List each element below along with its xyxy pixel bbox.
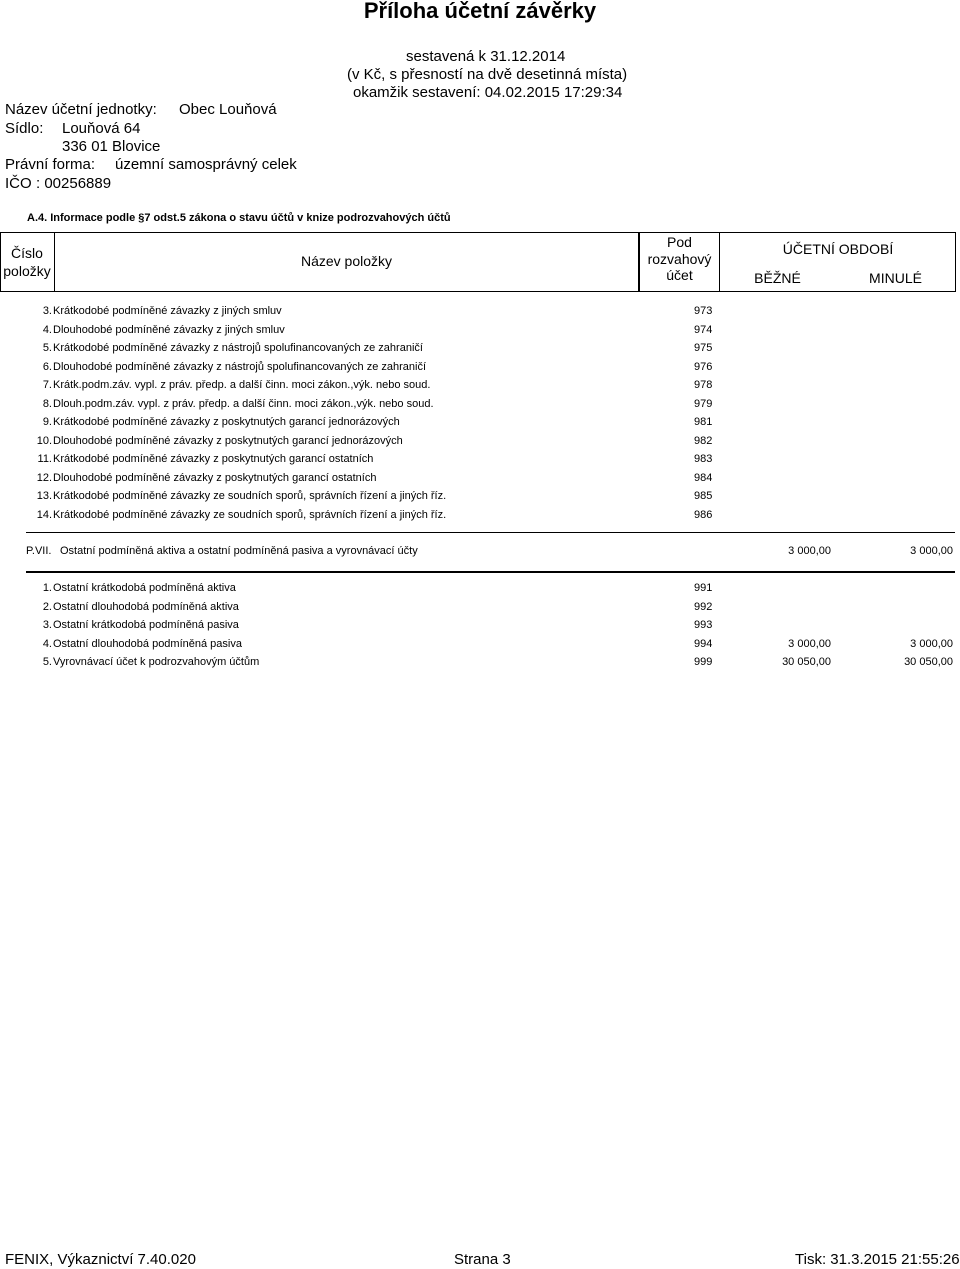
row-account: 973 <box>694 305 713 317</box>
row-number: 12. <box>36 471 52 484</box>
row-name: Dlouhodobé podmíněné závazky z nástrojů spolufinancovaných ze zahraničí <box>53 360 427 373</box>
header-pod-line1: Pod <box>667 234 692 250</box>
row-name: Krátk.podm.záv. vypl. z práv. předp. a další činn. moci zákon.,výk. nebo soud. <box>53 379 431 391</box>
row-name: Krátkodobé podmíněné závazky ze soudních sporů, správních řízení a jiných říz. <box>53 490 447 502</box>
table-row <box>0 509 960 527</box>
row-account: 992 <box>694 600 713 613</box>
divider <box>26 571 955 573</box>
entity-seat-label: Sídlo: <box>5 120 44 137</box>
table-row <box>0 601 960 619</box>
entity-ico-value: : 00256889 <box>36 175 112 192</box>
row-number: 3. <box>42 619 52 631</box>
row-account: 974 <box>694 323 713 336</box>
compilation-moment: okamžik sestavení: 04.02.2015 17:29:34 <box>353 84 623 101</box>
table-row <box>0 361 960 379</box>
row-account: 999 <box>694 656 713 668</box>
summary-row <box>0 545 960 563</box>
row-previous: 3 000,00 <box>910 637 953 650</box>
header-pod-line3: účet <box>666 267 693 283</box>
table-row <box>0 416 960 434</box>
row-number: 4. <box>42 637 52 650</box>
row-name: Ostatní dlouhodobá podmíněná aktiva <box>53 600 239 613</box>
row-name: Ostatní dlouhodobá podmíněná pasiva <box>53 637 242 650</box>
row-account: 985 <box>694 490 713 502</box>
row-account: 979 <box>694 397 713 410</box>
row-account: 991 <box>694 582 713 594</box>
row-number: 3. <box>42 305 52 317</box>
summary-label: P.VII. <box>26 545 52 557</box>
header-obdobi: ÚČETNÍ OBDOBÍ <box>782 241 894 257</box>
header-pod-line2: rozvahový <box>647 251 712 267</box>
row-account: 983 <box>694 453 713 465</box>
summary-current: 3 000,00 <box>788 545 831 557</box>
table-row <box>0 582 960 600</box>
summary-name: Ostatní podmíněná aktiva a ostatní podmíněná pasiva a vyrovnávací účty <box>60 545 418 557</box>
compiled-date: sestavená k 31.12.2014 <box>406 48 566 65</box>
entity-ico-label: IČO <box>5 175 32 192</box>
header-cislo-line2: položky <box>3 263 51 279</box>
table-row <box>0 398 960 416</box>
table-row <box>0 472 960 490</box>
row-number: 6. <box>42 360 52 373</box>
table-row <box>0 379 960 397</box>
row-previous: 30 050,00 <box>904 656 953 668</box>
row-name: Krátkodobé podmíněné závazky z poskytnutých garancí ostatních <box>53 453 374 465</box>
units-note: (v Kč, s přesností na dvě desetinná místa) <box>347 66 628 83</box>
entity-seat-line2: 336 01 Blovice <box>62 138 161 155</box>
divider <box>26 532 955 533</box>
row-account: 994 <box>694 637 713 650</box>
entity-seat-line1: Louňová 64 <box>62 120 141 137</box>
row-name: Krátkodobé podmíněné závazky z jiných smluv <box>53 305 282 317</box>
row-account: 981 <box>694 416 713 428</box>
table-row <box>0 435 960 453</box>
document-title: Příloha účetní závěrky <box>363 0 597 23</box>
row-name: Krátkodobé podmíněné závazky z poskytnutých garancí jednorázových <box>53 416 400 428</box>
row-number: 13. <box>36 490 52 502</box>
header-nazev: Název položky <box>300 253 393 269</box>
summary-previous: 3 000,00 <box>910 545 953 557</box>
table-row <box>0 656 960 674</box>
row-account: 976 <box>694 360 713 373</box>
section-title: A.4. Informace podle §7 odst.5 zákona o stavu účtů v knize podrozvahových účtů <box>27 212 451 224</box>
entity-form-value: územní samosprávný celek <box>115 156 297 173</box>
row-current: 3 000,00 <box>788 637 831 650</box>
row-number: 5. <box>42 656 52 668</box>
row-current: 30 050,00 <box>782 656 831 668</box>
row-name: Vyrovnávací účet k podrozvahovým účtům <box>53 656 260 668</box>
footer-page: Strana 3 <box>454 1251 511 1268</box>
row-number: 7. <box>42 379 52 391</box>
table-row <box>0 619 960 637</box>
entity-name-label: Název účetní jednotky: <box>5 101 157 118</box>
entity-name-value: Obec Louňová <box>179 101 277 118</box>
row-name: Dlouhodobé podmíněné závazky z poskytnutých garancí ostatních <box>53 471 377 484</box>
row-number: 8. <box>42 397 52 410</box>
row-account: 975 <box>694 342 713 354</box>
header-cislo-line1: Číslo <box>11 245 43 261</box>
row-name: Dlouhodobé podmíněné závazky z jiných smluv <box>53 323 285 336</box>
footer-software: FENIX, Výkaznictví 7.40.020 <box>5 1251 196 1268</box>
row-name: Krátkodobé podmíněné závazky ze soudních sporů, správních řízení a jiných říz. <box>53 508 447 521</box>
row-number: 10. <box>36 434 52 447</box>
footer-print: Tisk: 31.3.2015 21:55:26 <box>795 1251 960 1268</box>
table-row <box>0 453 960 471</box>
entity-form-label: Právní forma: <box>5 156 96 173</box>
row-account: 993 <box>694 619 713 631</box>
row-number: 11. <box>37 453 52 465</box>
table-row <box>0 342 960 360</box>
row-number: 14. <box>36 508 52 521</box>
row-name: Ostatní krátkodobá podmíněná aktiva <box>53 582 236 594</box>
row-number: 5. <box>42 342 52 354</box>
header-minule: MINULÉ <box>869 270 922 286</box>
row-name: Ostatní krátkodobá podmíněná pasiva <box>53 619 239 631</box>
row-number: 2. <box>42 600 52 613</box>
row-name: Krátkodobé podmíněné závazky z nástrojů spolufinancovaných ze zahraničí <box>53 342 423 354</box>
row-number: 4. <box>42 323 52 336</box>
table-row <box>0 490 960 508</box>
row-account: 986 <box>694 508 713 521</box>
table-row <box>0 638 960 656</box>
table-row <box>0 324 960 342</box>
row-name: Dlouhodobé podmíněné závazky z poskytnutých garancí jednorázových <box>53 434 403 447</box>
row-account: 982 <box>694 434 713 447</box>
row-account: 984 <box>694 471 713 484</box>
table-row <box>0 305 960 323</box>
header-bezne: BĚŽNÉ <box>754 270 801 286</box>
row-name: Dlouh.podm.záv. vypl. z práv. předp. a další činn. moci zákon.,výk. nebo soud. <box>53 397 434 410</box>
row-number: 9. <box>42 416 52 428</box>
row-number: 1. <box>42 582 52 594</box>
row-account: 978 <box>694 379 713 391</box>
